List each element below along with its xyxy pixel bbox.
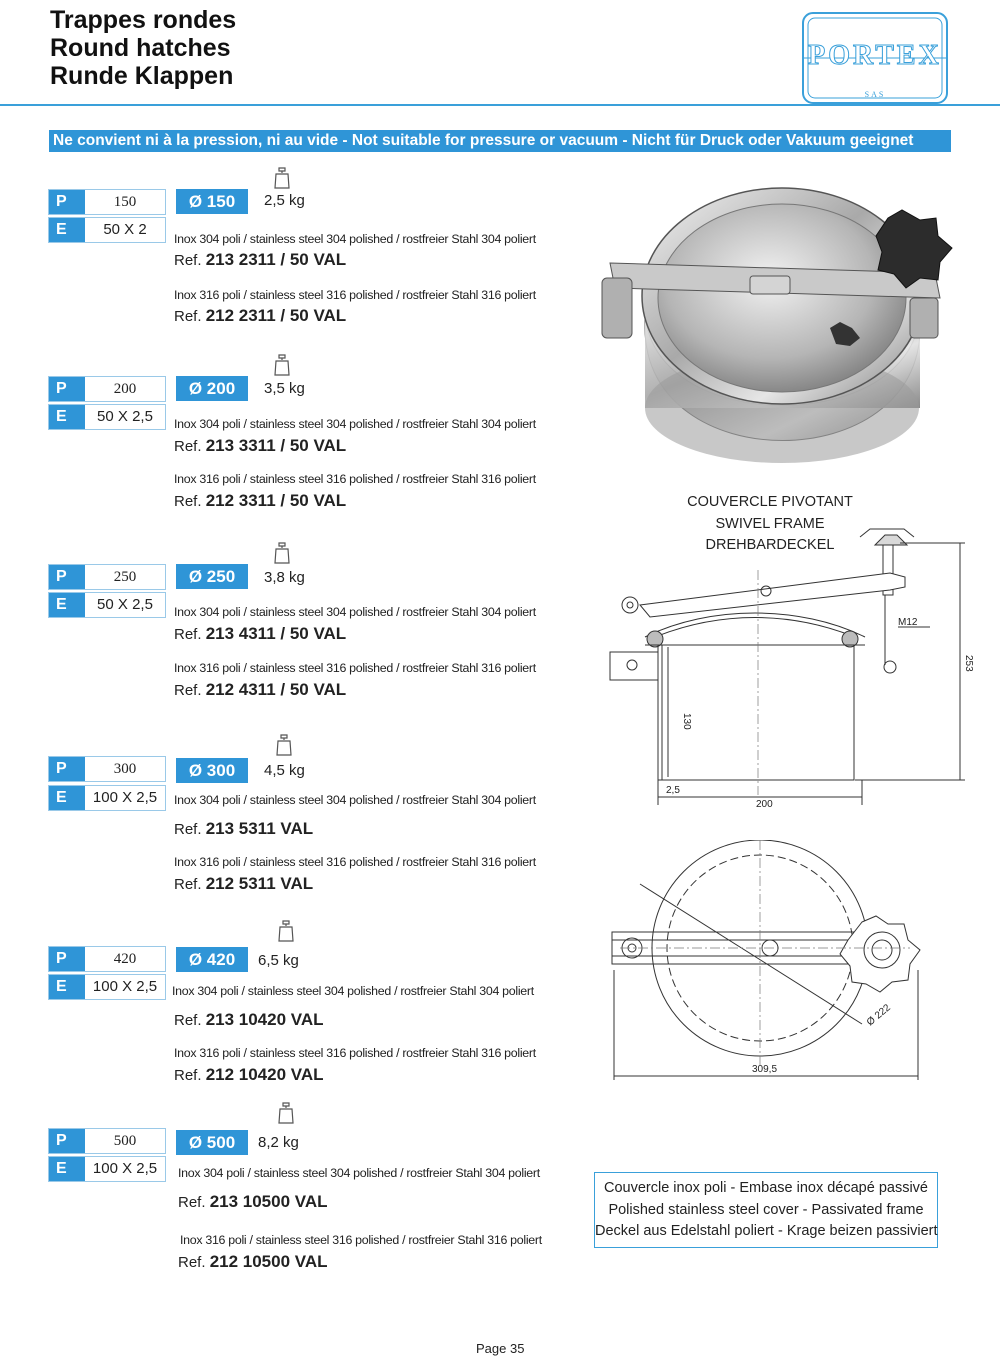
e-value: 50 X 2 (103, 221, 147, 238)
p-value: 200 (113, 381, 137, 397)
e-label: E (49, 405, 85, 429)
diameter-badge: Ø 420 (176, 947, 248, 972)
material-316: Inox 316 poli / stainless steel 316 polished / rostfreier Stahl 316 poliert (174, 288, 536, 302)
weight-icon (278, 1102, 294, 1124)
e-row (48, 1156, 166, 1182)
ref-304 (174, 819, 313, 839)
caption-fr: COUVERCLE PIVOTANT (687, 494, 853, 510)
ref-316 (174, 680, 346, 700)
ref-label: Ref. (174, 626, 202, 643)
title-en: Round hatches (50, 34, 231, 62)
ref-316-code: 212 10420 VAL (205, 1065, 324, 1084)
e-row (48, 404, 166, 430)
product-250 (48, 562, 568, 702)
p-label: P (49, 190, 85, 214)
finish-fr: Couvercle inox poli - Embase inox décapé passivé (603, 1180, 928, 1196)
dim-m12: M12 (898, 617, 918, 628)
ref-304 (174, 624, 346, 644)
e-row (48, 217, 166, 243)
ref-316-code: 212 4311 / 50 VAL (205, 680, 347, 699)
finish-en: Polished stainless steel cover - Passivated frame (608, 1201, 924, 1218)
material-316: Inox 316 poli / stainless steel 316 polished / rostfreier Stahl 316 poliert (174, 472, 536, 486)
ref-label: Ref. (178, 1254, 206, 1271)
e-value: 50 X 2,5 (97, 408, 153, 425)
top-view-drawing (600, 840, 930, 1090)
diameter-badge: Ø 500 (176, 1130, 248, 1155)
p-value: 150 (113, 194, 137, 210)
material-304: Inox 304 poli / stainless steel 304 polished / rostfreier Stahl 304 poliert (174, 605, 536, 619)
ref-316-code: 212 2311 / 50 VAL (205, 306, 347, 325)
ref-304 (174, 250, 346, 270)
dim-2-5: 2,5 (666, 785, 680, 796)
ref-304 (174, 1010, 324, 1030)
diameter-badge: Ø 200 (176, 376, 248, 401)
weight-icon (278, 920, 294, 942)
ref-label: Ref. (174, 438, 202, 455)
title-de: Runde Klappen (50, 62, 234, 90)
e-label: E (49, 593, 85, 617)
finish-de: Deckel aus Edelstahl poliert - Krage beizen passiviert (595, 1223, 938, 1239)
p-row (48, 189, 166, 215)
material-316: Inox 316 poli / stainless steel 316 polished / rostfreier Stahl 316 poliert (174, 661, 536, 675)
product-500 (48, 1128, 568, 1271)
dim-130: 130 (681, 713, 692, 730)
e-label: E (49, 218, 85, 242)
ref-label: Ref. (174, 682, 202, 699)
product-300 (48, 756, 568, 896)
product-200 (48, 374, 568, 514)
material-316: Inox 316 poli / stainless steel 316 polished / rostfreier Stahl 316 poliert (174, 1046, 536, 1060)
weight: 4,5 kg (264, 762, 305, 779)
ref-316 (174, 491, 346, 511)
weight-icon (274, 354, 290, 376)
diameter-badge: Ø 250 (176, 564, 248, 589)
ref-304-code: 213 5311 VAL (205, 819, 314, 838)
ref-304 (178, 1192, 328, 1212)
material-304: Inox 304 poli / stainless steel 304 polished / rostfreier Stahl 304 poliert (174, 417, 536, 431)
e-value: 100 X 2,5 (92, 978, 158, 995)
ref-label: Ref. (174, 1067, 202, 1084)
material-304: Inox 304 poli / stainless steel 304 polished / rostfreier Stahl 304 poliert (178, 1166, 540, 1180)
ref-316 (174, 874, 313, 894)
ref-label: Ref. (174, 252, 202, 269)
page-number: Page 35 (476, 1341, 525, 1356)
dim-253: 253 (963, 655, 974, 672)
p-label: P (49, 947, 85, 971)
e-value: 50 X 2,5 (97, 596, 153, 613)
e-row (48, 785, 166, 811)
p-label: P (49, 565, 85, 589)
weight-icon (274, 167, 290, 189)
p-label: P (49, 377, 85, 401)
logo-sub: SAS (864, 90, 886, 99)
ref-label: Ref. (174, 821, 202, 838)
warning-banner: Ne convient ni à la pression, ni au vide - Not suitable for pressure or vacuum - Nicht für Druck oder Vakuum geeignet (49, 130, 951, 152)
hatch-photo (590, 178, 970, 488)
weight-icon (274, 542, 290, 564)
material-304: Inox 304 poli / stainless steel 304 polished / rostfreier Stahl 304 poliert (172, 984, 534, 998)
ref-304-code: 213 3311 / 50 VAL (205, 436, 347, 455)
ref-316 (174, 306, 346, 326)
e-row (48, 592, 166, 618)
product-150 (48, 187, 568, 327)
weight: 8,2 kg (258, 1134, 299, 1151)
material-316: Inox 316 poli / stainless steel 316 polished / rostfreier Stahl 316 poliert (180, 1233, 542, 1247)
ref-label: Ref. (178, 1194, 206, 1211)
p-label: P (49, 757, 85, 781)
caption-en: SWIVEL FRAME (715, 515, 825, 532)
weight: 3,8 kg (264, 569, 305, 586)
ref-304-code: 213 10500 VAL (209, 1192, 328, 1211)
e-label: E (49, 1157, 85, 1181)
dim-200: 200 (756, 799, 773, 810)
e-row (48, 974, 166, 1000)
ref-label: Ref. (174, 876, 202, 893)
page-titles (50, 6, 236, 90)
diameter-badge: Ø 150 (176, 189, 248, 214)
p-row (48, 376, 166, 402)
dim-309-5: 309,5 (752, 1064, 778, 1075)
dim-222: Ø 222 (864, 1002, 893, 1029)
ref-304-code: 213 4311 / 50 VAL (205, 624, 347, 643)
title-fr: Trappes rondes (50, 6, 237, 34)
p-value: 500 (113, 1133, 137, 1149)
p-value: 300 (113, 761, 137, 777)
ref-304 (174, 436, 346, 456)
ref-316 (174, 1065, 324, 1085)
product-420 (48, 946, 568, 1086)
weight: 2,5 kg (264, 192, 305, 209)
material-316: Inox 316 poli / stainless steel 316 polished / rostfreier Stahl 316 poliert (174, 855, 536, 869)
weight-icon (276, 734, 292, 756)
e-value: 100 X 2,5 (92, 1160, 158, 1177)
material-304: Inox 304 poli / stainless steel 304 polished / rostfreier Stahl 304 poliert (174, 232, 536, 246)
ref-316-code: 212 3311 / 50 VAL (205, 491, 347, 510)
e-value: 100 X 2,5 (92, 789, 158, 806)
ref-304-code: 213 10420 VAL (205, 1010, 324, 1029)
logo-text: PORTEX (808, 40, 942, 71)
header-divider (0, 104, 1000, 106)
p-row (48, 946, 166, 972)
finish-info-box (594, 1172, 938, 1248)
p-row (48, 1128, 166, 1154)
p-value: 420 (113, 951, 137, 967)
p-value: 250 (113, 569, 137, 585)
ref-304-code: 213 2311 / 50 VAL (205, 250, 347, 269)
weight: 3,5 kg (264, 380, 305, 397)
ref-label: Ref. (174, 1012, 202, 1029)
ref-316-code: 212 10500 VAL (209, 1252, 328, 1271)
portex-logo (800, 10, 950, 106)
ref-label: Ref. (174, 493, 202, 510)
p-row (48, 756, 166, 782)
caption-de: DREHBARDECKEL (705, 537, 835, 553)
side-section-drawing (600, 515, 990, 815)
ref-label: Ref. (174, 308, 202, 325)
e-label: E (49, 786, 85, 810)
diameter-badge: Ø 300 (176, 758, 248, 783)
p-row (48, 564, 166, 590)
weight: 6,5 kg (258, 952, 299, 969)
material-304: Inox 304 poli / stainless steel 304 polished / rostfreier Stahl 304 poliert (174, 793, 536, 807)
p-label: P (49, 1129, 85, 1153)
ref-316-code: 212 5311 VAL (205, 874, 314, 893)
e-label: E (49, 975, 85, 999)
ref-316 (178, 1252, 328, 1272)
